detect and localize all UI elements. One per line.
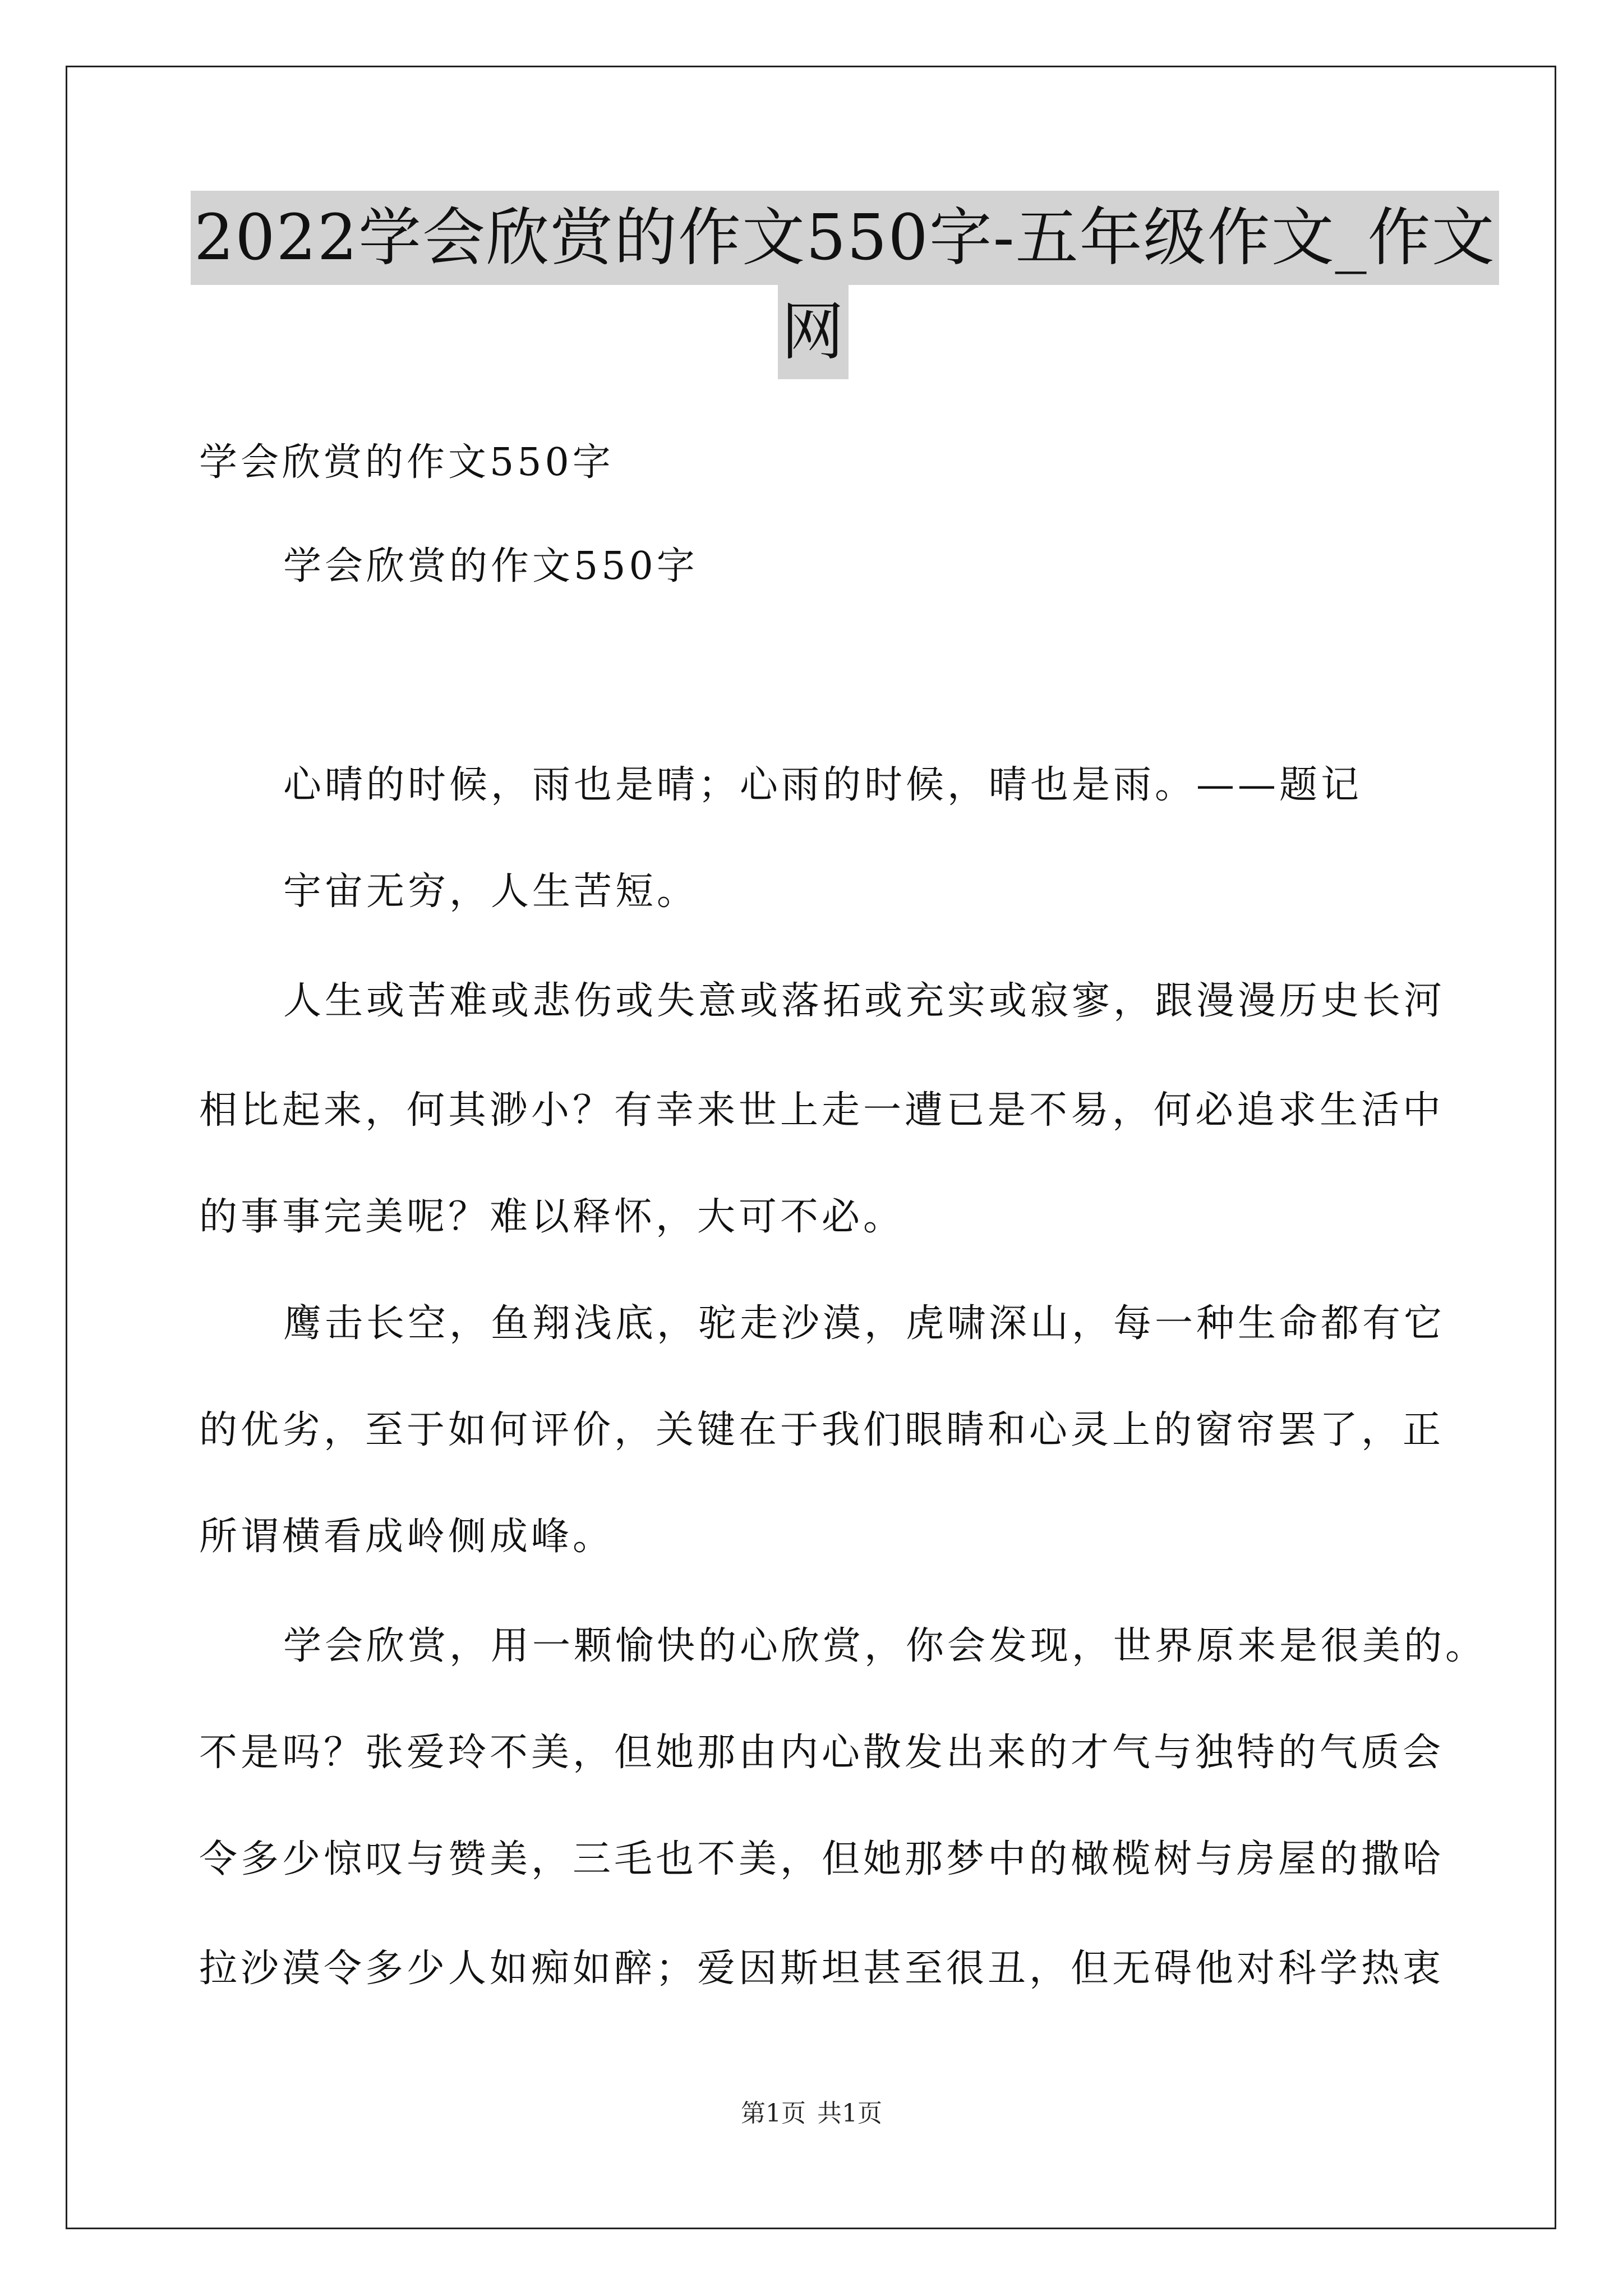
paragraph-line: 相比起来，何其渺小？有幸来世上走一遭已是不易，何必追求生活中 xyxy=(199,1088,1445,1133)
paragraph-line: 心晴的时候，雨也是晴；心雨的时候，晴也是雨。——题记 xyxy=(283,763,1363,807)
title-line-2: 网 xyxy=(778,285,849,379)
paragraph-line: 拉沙漠令多少人如痴如醉；爱因斯坦甚至很丑，但无碍他对科学热衷 xyxy=(199,1947,1445,1991)
paragraph-line: 学会欣赏，用一颗愉快的心欣赏，你会发现，世界原来是很美的。 xyxy=(283,1624,1487,1668)
paragraph-line: 人生或苦难或悲伤或失意或落拓或充实或寂寥，跟漫漫历史长河 xyxy=(283,979,1446,1023)
paragraph-line: 不是吗？张爱玲不美，但她那由内心散发出来的才气与独特的气质会 xyxy=(199,1731,1445,1775)
paragraph-line: 的优劣，至于如何评价，关键在于我们眼睛和心灵上的窗帘罢了，正 xyxy=(199,1408,1445,1452)
paragraph-line: 鹰击长空，鱼翔浅底，驼走沙漠，虎啸深山，每一种生命都有它 xyxy=(283,1301,1446,1346)
title-line-1: 2022学会欣赏的作文550字-五年级作文_作文 xyxy=(191,191,1499,285)
paragraph-line: 的事事完美呢？难以释怀，大可不必。 xyxy=(199,1195,905,1239)
page-number: 第1页 xyxy=(741,2099,806,2128)
document-title xyxy=(191,191,1496,379)
page-frame xyxy=(66,66,1556,2229)
page-footer xyxy=(0,2097,1623,2131)
page-total: 共1页 xyxy=(817,2099,882,2128)
paragraph-line: 宇宙无穷，人生苦短。 xyxy=(283,869,699,914)
paragraph-line: 所谓横看成岭侧成峰。 xyxy=(199,1515,615,1559)
subtitle: 学会欣赏的作文550字 xyxy=(199,440,614,485)
paragraph-line: 令多少惊叹与赞美，三毛也不美，但她那梦中的橄榄树与房屋的撒哈 xyxy=(199,1837,1445,1881)
subtitle-indented: 学会欣赏的作文550字 xyxy=(283,544,698,588)
